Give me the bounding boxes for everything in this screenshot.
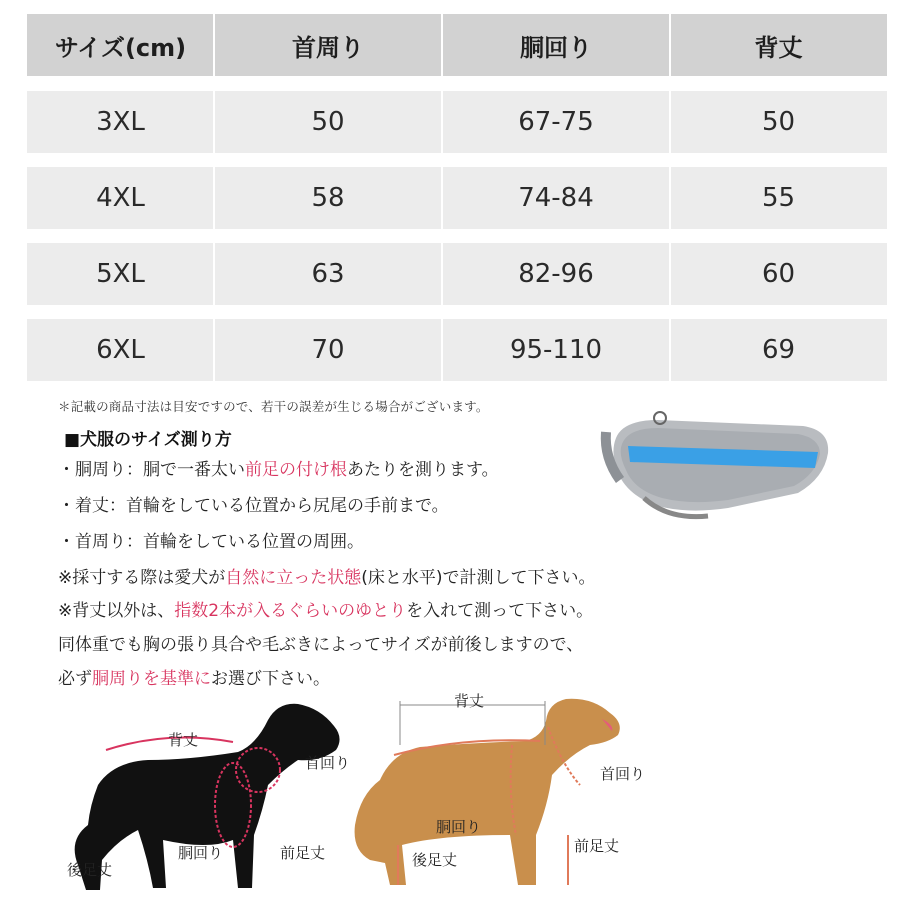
column-divider [441, 14, 443, 382]
neck-cell: 70 [311, 335, 345, 365]
label-back: 背丈 [168, 731, 199, 749]
header-size: サイズ(cm) [54, 33, 187, 62]
girth-cell: 74-84 [518, 183, 594, 213]
neck-cell: 58 [311, 183, 345, 213]
label-girth: 胴回り [178, 844, 224, 862]
label-girth: 胴回り [436, 818, 482, 836]
size-cell: 4XL [96, 183, 145, 213]
label-hind-leg: 後足丈 [412, 851, 458, 869]
instruction-slack [58, 596, 593, 621]
table-header-row [27, 14, 887, 76]
back-cell: 60 [761, 259, 796, 289]
highlight-text: 自然に立った状態 [225, 568, 362, 588]
section-title: ■犬服のサイズ測り方 [64, 430, 232, 450]
table-row [27, 167, 887, 229]
text: ※背丈以外は、 [58, 601, 175, 621]
column-divider [213, 14, 215, 382]
label-front-leg: 前足丈 [574, 837, 620, 855]
instruction-variation: 同体重でも胸の張り具合や毛ぶきによってサイズが前後しますので、 [58, 635, 584, 655]
text: お選び下さい。 [211, 669, 330, 689]
instruction-length: ・着丈：首輪をしている位置から尻尾の手前まで。 [58, 496, 449, 516]
highlight-text: 指数2本が入るぐらいのゆとり [174, 601, 407, 621]
header-back: 背丈 [754, 33, 803, 62]
text: (床と水平)で計測して下さい。 [361, 568, 596, 588]
instruction-neck: ・首周り：首輪をしている位置の周囲。 [58, 532, 364, 552]
neck-cell: 50 [311, 107, 345, 137]
label-hind-leg: 後足丈 [67, 861, 113, 879]
girth-cell: 95-110 [509, 335, 603, 365]
highlight-text: 胴周りを基準に [92, 669, 211, 689]
back-cell: 69 [761, 335, 796, 365]
girth-cell: 82-96 [518, 259, 594, 289]
dog-vest-image [598, 408, 838, 523]
instruction-standing [58, 563, 596, 588]
back-cell: 55 [761, 183, 796, 213]
size-cell: 5XL [96, 259, 145, 289]
instruction-basis [58, 664, 330, 689]
header-neck: 首周り [292, 33, 364, 62]
golden-dog-diagram [340, 685, 640, 895]
text: を入れて測って下さい。 [406, 601, 594, 621]
label-neck: 首回り [305, 754, 351, 772]
table-row [27, 91, 887, 153]
back-cell: 50 [761, 107, 796, 137]
neck-cell: 63 [311, 259, 345, 289]
label-front-leg: 前足丈 [280, 844, 326, 862]
instruction-girth [58, 455, 499, 480]
table-row [27, 243, 887, 305]
text: あたりを測ります。 [347, 460, 499, 480]
table-row [27, 319, 887, 381]
text: ※採寸する際は愛犬が [58, 568, 226, 588]
disclaimer-text: ＊記載の商品寸法は目安ですので、若干の誤差が生じる場合がございます。 [58, 399, 489, 414]
label-neck: 首回り [600, 765, 646, 783]
column-divider [669, 14, 671, 382]
header-girth: 胴回り [520, 33, 592, 62]
girth-cell: 67-75 [518, 107, 594, 137]
highlight-text: 前足の付け根 [245, 460, 347, 480]
label-back: 背丈 [454, 692, 485, 710]
text: 必ず [58, 669, 92, 689]
size-cell: 6XL [96, 335, 145, 365]
size-cell: 3XL [96, 107, 145, 137]
text: ・胴周り：胴で一番太い [58, 460, 245, 480]
